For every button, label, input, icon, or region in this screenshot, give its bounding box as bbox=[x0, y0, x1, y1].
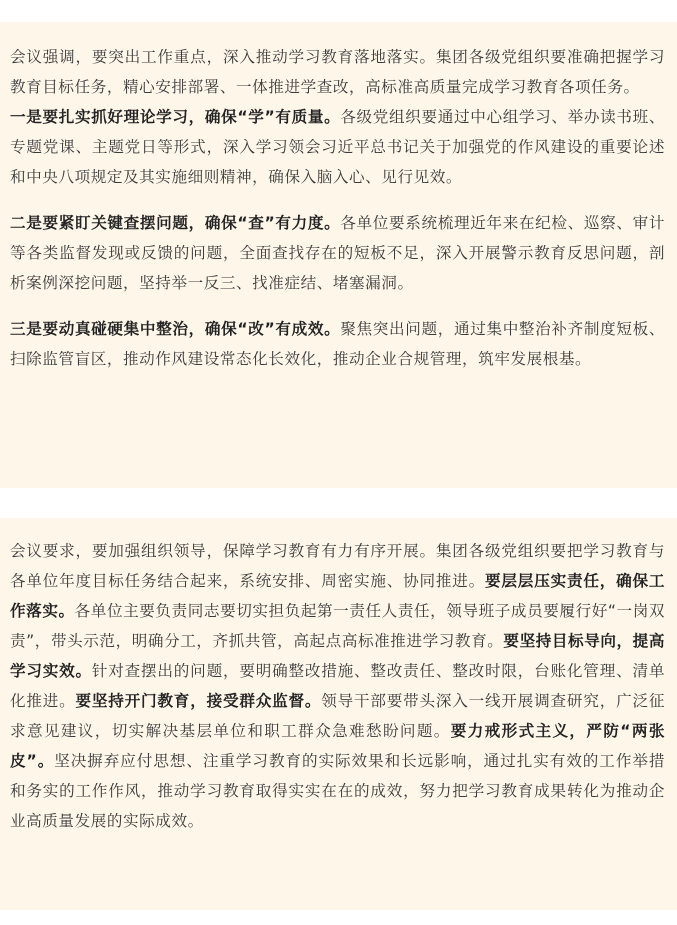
point2-heading: 二是要紧盯关键查摆问题，确保“查”有力度。 bbox=[10, 214, 341, 232]
point1-heading: 一是要扎实抓好理论学习，确保“学”有质量。 bbox=[10, 108, 341, 126]
meeting-emphasis-card bbox=[0, 22, 677, 488]
intro-paragraph bbox=[10, 42, 665, 192]
req2-text: 针对查摆出的问题，要明确整改措施、整改责任、整改时限，台账化管理、清单化推进。 bbox=[10, 662, 665, 710]
req4-text: 坚决摒弃应付思想、注重学习教育的实际效果和长远影响，通过扎实有效的工作举措和务实的工作作风，推动学习教育取得实实在在的成效，努力把学习教育成果转化为推动企业高质量发展的实际成效。 bbox=[10, 752, 665, 830]
req1-heading: 要层层压实责任，确保工作落实。 bbox=[10, 572, 665, 620]
meeting-requirements-card bbox=[0, 518, 677, 910]
req1-text: 各单位主要负责同志要切实担负起第一责任人责任，领导班子成员要履行好“一岗双责”，带头示范，明确分工，齐抓共管，高起点高标准推进学习教育。 bbox=[10, 602, 665, 650]
point3-heading: 三是要动真碰硬集中整治，确保“改”有成效。 bbox=[10, 320, 341, 338]
req3-heading: 要坚持开门教育，接受群众监督。 bbox=[75, 692, 322, 710]
req2-heading: 要坚持目标导向，提高学习实效。 bbox=[10, 632, 665, 680]
req4-heading: 要力戒形式主义，严防“两张皮”。 bbox=[10, 722, 665, 770]
requirements-paragraph bbox=[10, 536, 665, 836]
point2-paragraph bbox=[10, 208, 665, 298]
point3-paragraph bbox=[10, 314, 665, 374]
requirements-intro: 会议要求，要加强组织领导，保障学习教育有力有序开展。集团各级党组织要把学习教育与各单位年度目标任务结合起来，系统安排、周密实施、协同推进。 bbox=[10, 542, 665, 590]
point2-text: 各单位要系统梳理近年来在纪检、巡察、审计等各类监督发现或反馈的问题，全面查找存在的短板不足，深入开展警示教育反思问题，剖析案例深挖问题，坚持举一反三、找准症结、堵塞漏洞。 bbox=[10, 214, 665, 292]
req3-text: 领导干部要带头深入一线开展调查研究，广泛征求意见建议，切实解决基层单位和职工群众急难愁盼问题。 bbox=[10, 692, 665, 740]
point3-text: 聚焦突出问题，通过集中整治补齐制度短板、扫除监管盲区，推动作风建设常态化长效化，推动企业合规管理，筑牢发展根基。 bbox=[10, 320, 665, 368]
intro-text: 会议强调，要突出工作重点，深入推动学习教育落地落实。集团各级党组织要准确把握学习教育目标任务，精心安排部署、一体推进学查改，高标准高质量完成学习教育各项任务。 bbox=[10, 48, 665, 96]
point1-text: 各级党组织要通过中心组学习、举办读书班、专题党课、主题党日等形式，深入学习领会习近平总书记关于加强党的作风建设的重要论述和中央八项规定及其实施细则精神，确保入脑入心、见行见效。 bbox=[10, 108, 665, 186]
